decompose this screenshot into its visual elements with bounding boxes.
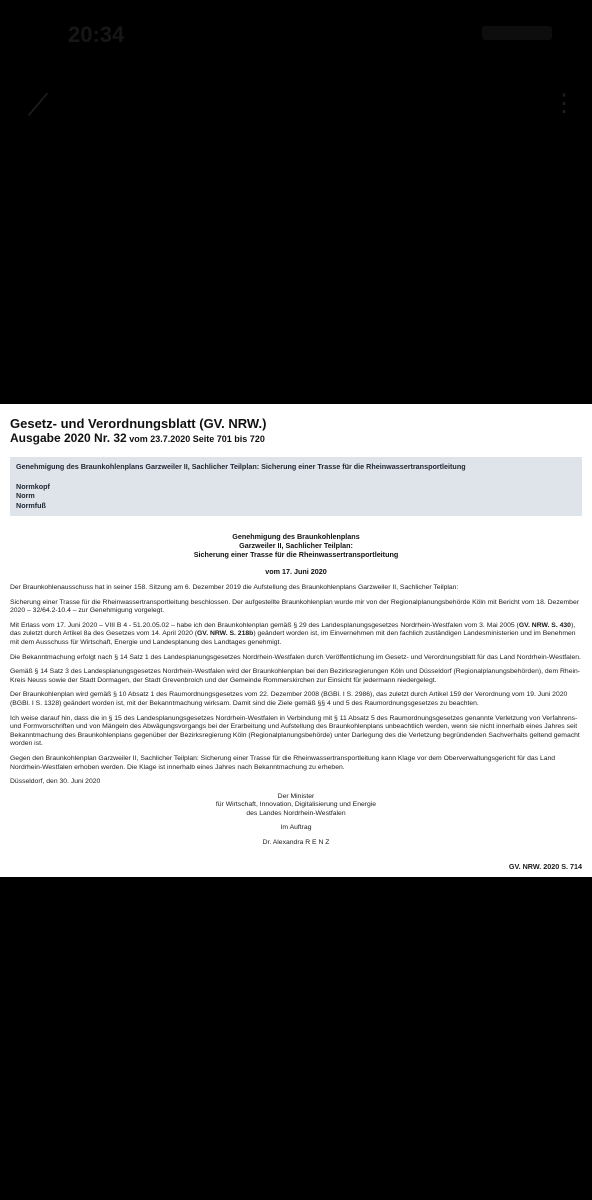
paragraph: Die Bekanntmachung erfolgt nach § 14 Satz 1 des Landesplanungsgesetzes Nordrhein-Westfalen durch Veröffentlichung im Gesetz- und Verordnungsblatt für das Land Nordrhein-Westfalen. (10, 653, 581, 661)
citation: GV. NRW. S. 430 (518, 621, 571, 629)
norm-item: Normfuß (16, 500, 46, 510)
citation: GV. NRW. S. 218b (197, 630, 254, 638)
paragraph: Der Braunkohlenplan wird gemäß § 10 Absatz 1 des Raumordnungsgesetzes vom 22. Dezember 2008 (BGBl. I S. 2986), das zuletzt durch Artikel 159 der Verordnung vom 19. Juni 2020 (BGBl. I S. 1328) geändert worden ist, mit der Bekanntmachung wirksam. Damit sind die Ziele gemäß §§ 4 und 5 des Raumordnungsgesetzes zu beachten. (10, 691, 568, 707)
norm-item: Norm (16, 491, 35, 500)
signature-line: Der Minister (277, 792, 315, 800)
on-behalf: Im Auftrag (280, 824, 312, 832)
signature-block (10, 793, 582, 819)
norm-header-box (10, 457, 582, 516)
back-arrow-icon[interactable]: ⟋ (27, 89, 49, 122)
decree-heading (10, 532, 582, 559)
status-time: 20:34 (68, 22, 125, 47)
gazette-title: Gesetz- und Verordnungsblatt (GV. NRW.) (10, 416, 267, 431)
norm-title: Genehmigung des Braunkohlenplans Garzweiler II, Sachlicher Teilplan: Sicherung einer Trasse für die Rheinwassertransportleitung (16, 462, 466, 471)
signature-line: für Wirtschaft, Innovation, Digitalisierung und Energie (215, 801, 377, 809)
decree-heading-line: Garzweiler II, Sachlicher Teilplan: (239, 541, 353, 550)
page-reference: GV. NRW. 2020 S. 714 (508, 862, 582, 871)
signatory: Dr. Alexandra R E N Z (262, 839, 330, 847)
paragraph: Gegen den Braunkohlenplan Garzweiler II, Sachlicher Teilplan: Sicherung einer Trasse für die Rheinwassertransportleitung kann Klage vor dem Oberverwaltungsgericht für das Land Nordrhein-Westfalen erhoben werden. Die Klage ist innerhalb eines Jahres nach Bekanntmachung zu erheben. (10, 754, 556, 771)
issue-pages: vom 23.7.2020 Seite 701 bis 720 (126, 434, 265, 444)
app-toolbar (0, 82, 592, 130)
place-date: Düsseldorf, den 30. Juni 2020 (10, 778, 101, 786)
system-icons (482, 26, 552, 40)
document-image (0, 404, 592, 877)
paragraph: Gemäß § 14 Satz 3 des Landesplanungsgesetzes Nordrhein-Westfalen wird der Braunkohlenplan bei den Bezirksregierungen Köln und Düsseldorf (Regionalplanungsbehörden), dem Rhein-Kreis Neuss sowie der Stadt Dormagen, der Stadt Grevenbroich und der Gemeinde Rommerskirchen zur Einsicht für jedermann niedergelegt. (10, 668, 581, 684)
signature-line: des Landes Nordrhein-Westfalen (246, 809, 346, 817)
issue-number: Ausgabe 2020 Nr. 32 (10, 431, 127, 445)
decree-date: vom 17. Juni 2020 (265, 567, 327, 576)
paragraph: Mit Erlass vom 17. Juni 2020 – VIII B 4 - 51.20.05.02 – habe ich den Braunkohlenplan gemäß § 29 des Landesplanungsgesetzes Nordrhein-Westfalen vom 3. Mai 2005 (GV. NRW. S. 430), das zuletzt durch Artikel 8a des Gesetzes vom 14. April 2020 (GV. NRW. S. 218b) geändert worden ist, im Einvernehmen mit den fachlich zuständigen Landesministerien und im Benehmen mit dem Ausschuss für Wirtschaft, Energie und Landesplanung des Landtages genehmigt. (10, 621, 576, 646)
status-bar (0, 0, 592, 72)
gazette-issue (10, 431, 582, 447)
decree-heading-line: Genehmigung des Braunkohlenplans (232, 532, 360, 541)
paragraph: Der Braunkohlenausschuss hat in seiner 158. Sitzung am 6. Dezember 2019 die Aufstellung des Braunkohlenplans Garzweiler II, Sachlicher Teilplan: (10, 584, 459, 591)
more-options-icon[interactable]: ⋮ (552, 90, 576, 117)
norm-item: Normkopf (16, 481, 50, 491)
paragraph: Sicherung einer Trasse für die Rheinwassertransportleitung beschlossen. Der aufgestellte Braunkohlenplan wurde mir von der Regionalplanungsbehörde Köln mit Bericht vom 18. Dezember 2020 – 32/64.2-10.4 – zur Genehmigung vorgelegt. (10, 598, 579, 615)
decree-heading-line: Sicherung einer Trasse für die Rheinwassertransportleitung (193, 550, 399, 559)
paragraph: Ich weise darauf hin, dass die in § 15 des Landesplanungsgesetzes Nordrhein-Westfalen in Verbindung mit § 11 Absatz 5 des Raumordnungsgesetzes genannte Verletzung von Verfahrens- und Formvorschriften und von Mängeln des Abwägungsvorgangs bei der Erarbeitung und Aufstellung des Braunkohlenplans unbeachtlich werden, wenn sie nicht innerhalb eines Jahres seit Bekanntmachung des Braunkohlenplans gegenüber der Bezirksregierung Köln (Regionalplanungsbehörde) unter Darlegung des die Verletzung begründenden Sachverhalts geltend gemacht worden ist. (10, 714, 580, 748)
